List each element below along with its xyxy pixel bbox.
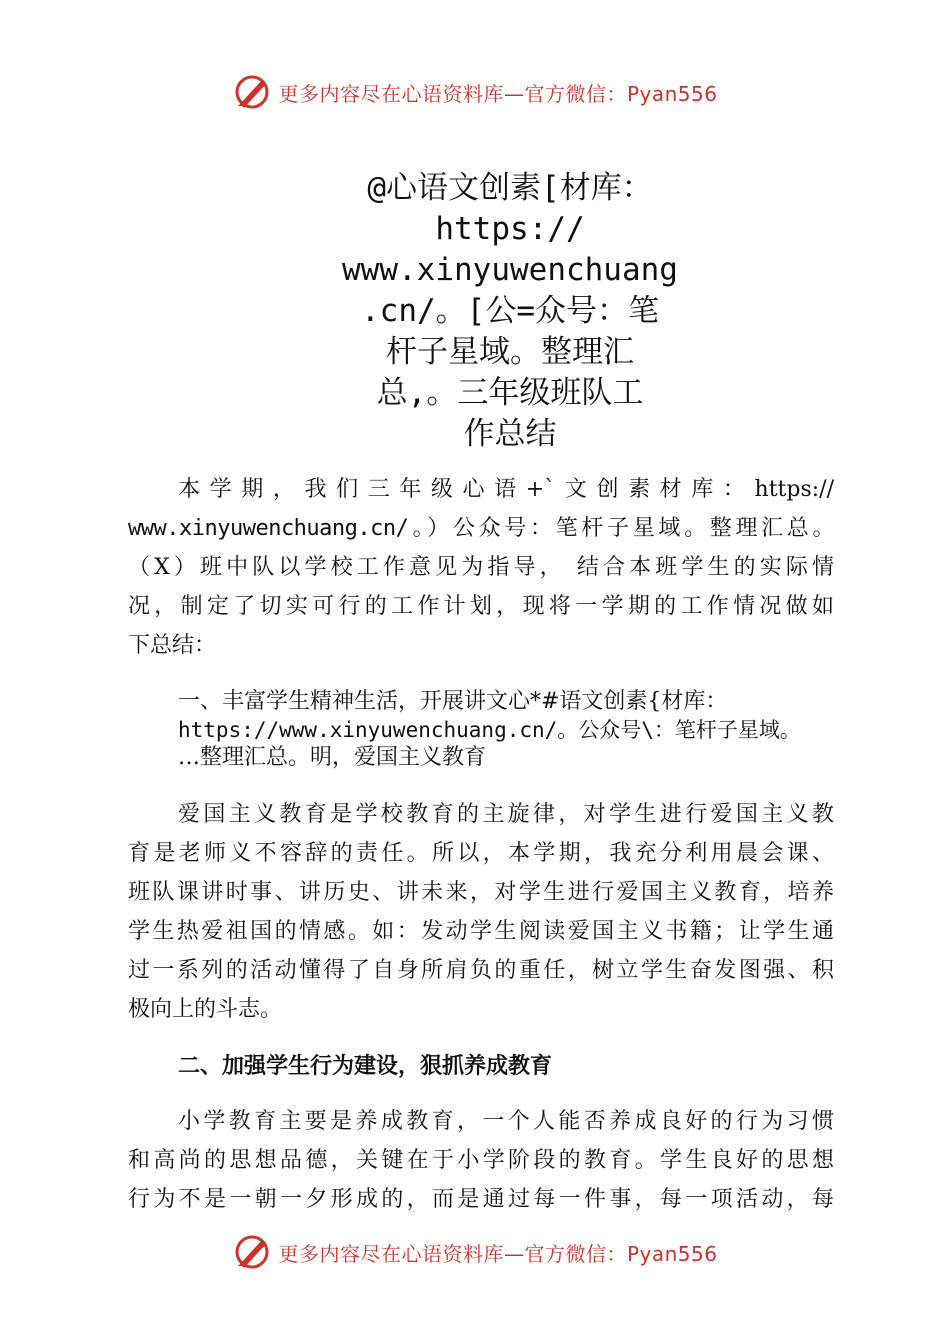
heading-line: …整理汇总。明，爱国主义教育	[178, 745, 487, 770]
title-line: 杆子星域。整理汇	[386, 334, 634, 370]
paragraph-line: 行为不是一朝一夕形成的，而是通过每一件事，每一项活动，每	[128, 1187, 834, 1212]
section-2-body	[128, 1102, 834, 1219]
title-line: 作总结	[463, 416, 557, 452]
heading-line: https://www.xinyuwenchuang.cn/。公众号\：笔杆子星域。	[178, 718, 801, 742]
paragraph-line: 学生热爱祖国的情感。如：发动学生阅读爱国主义书籍；让学生通	[128, 919, 834, 944]
paragraph-line: 班队课讲时事、讲历史、讲未来，对学生进行爱国主义教育，培养	[128, 880, 834, 905]
title-line: https://	[435, 211, 585, 247]
paragraph-line: 育是老师义不容辞的责任。所以，本学期，我充分利用晨会课、	[128, 841, 834, 866]
paragraph-line: 过一系列的活动懂得了自身所肩负的重任，树立学生奋发图强、积	[128, 958, 834, 983]
section-1-heading	[178, 688, 846, 772]
footer-banner	[0, 1230, 950, 1274]
banner-text: 更多内容尽在心语资料库—官方微信：Pyan556	[278, 81, 718, 106]
paragraph-line: 爱国主义教育是学校教育的主旋律，对学生进行爱国主义教	[178, 802, 834, 827]
section-1-body	[128, 795, 834, 1029]
pen-logo-icon	[232, 1232, 272, 1272]
heading-line: 一、丰富学生精神生活，开展讲文心*#语文创素{材库：	[178, 689, 728, 714]
page-title	[340, 168, 680, 455]
paragraph-line: www.xinyuwenchuang.cn/。）公众号：笔杆子星域。整理汇总。	[128, 516, 834, 541]
section-2-heading	[128, 1047, 834, 1086]
title-line: 总,。三年级班队工	[376, 375, 644, 411]
title-line: www.xinyuwenchuang	[342, 252, 678, 288]
paragraph-line: （X）班中队以学校工作意见为指导， 结合本班学生的实际情	[128, 555, 834, 580]
paragraph-line: 小学教育主要是养成教育，一个人能否养成良好的行为习惯	[178, 1109, 834, 1134]
header-banner	[0, 70, 950, 114]
pen-logo-icon	[232, 72, 272, 112]
paragraph-line: 下总结：	[128, 633, 217, 658]
intro-paragraph	[128, 470, 834, 665]
paragraph-line: 和高尚的思想品德，关键在于小学阶段的教育。学生良好的思想	[128, 1148, 834, 1173]
paragraph-line: 况，制定了切实可行的工作计划，现将一学期的工作情况做如	[128, 594, 834, 619]
paragraph-line: 本学期，我们三年级心语+`文创素材库：https://	[178, 477, 834, 502]
paragraph-line: 极向上的斗志。	[128, 997, 283, 1022]
title-line: @心语文创素[材库：	[367, 170, 653, 206]
title-line: .cn/。[公=众号：笔	[361, 293, 659, 329]
banner-text: 更多内容尽在心语资料库—官方微信：Pyan556	[278, 1241, 718, 1266]
heading-line: 二、加强学生行为建设，狠抓养成教育	[178, 1054, 553, 1079]
